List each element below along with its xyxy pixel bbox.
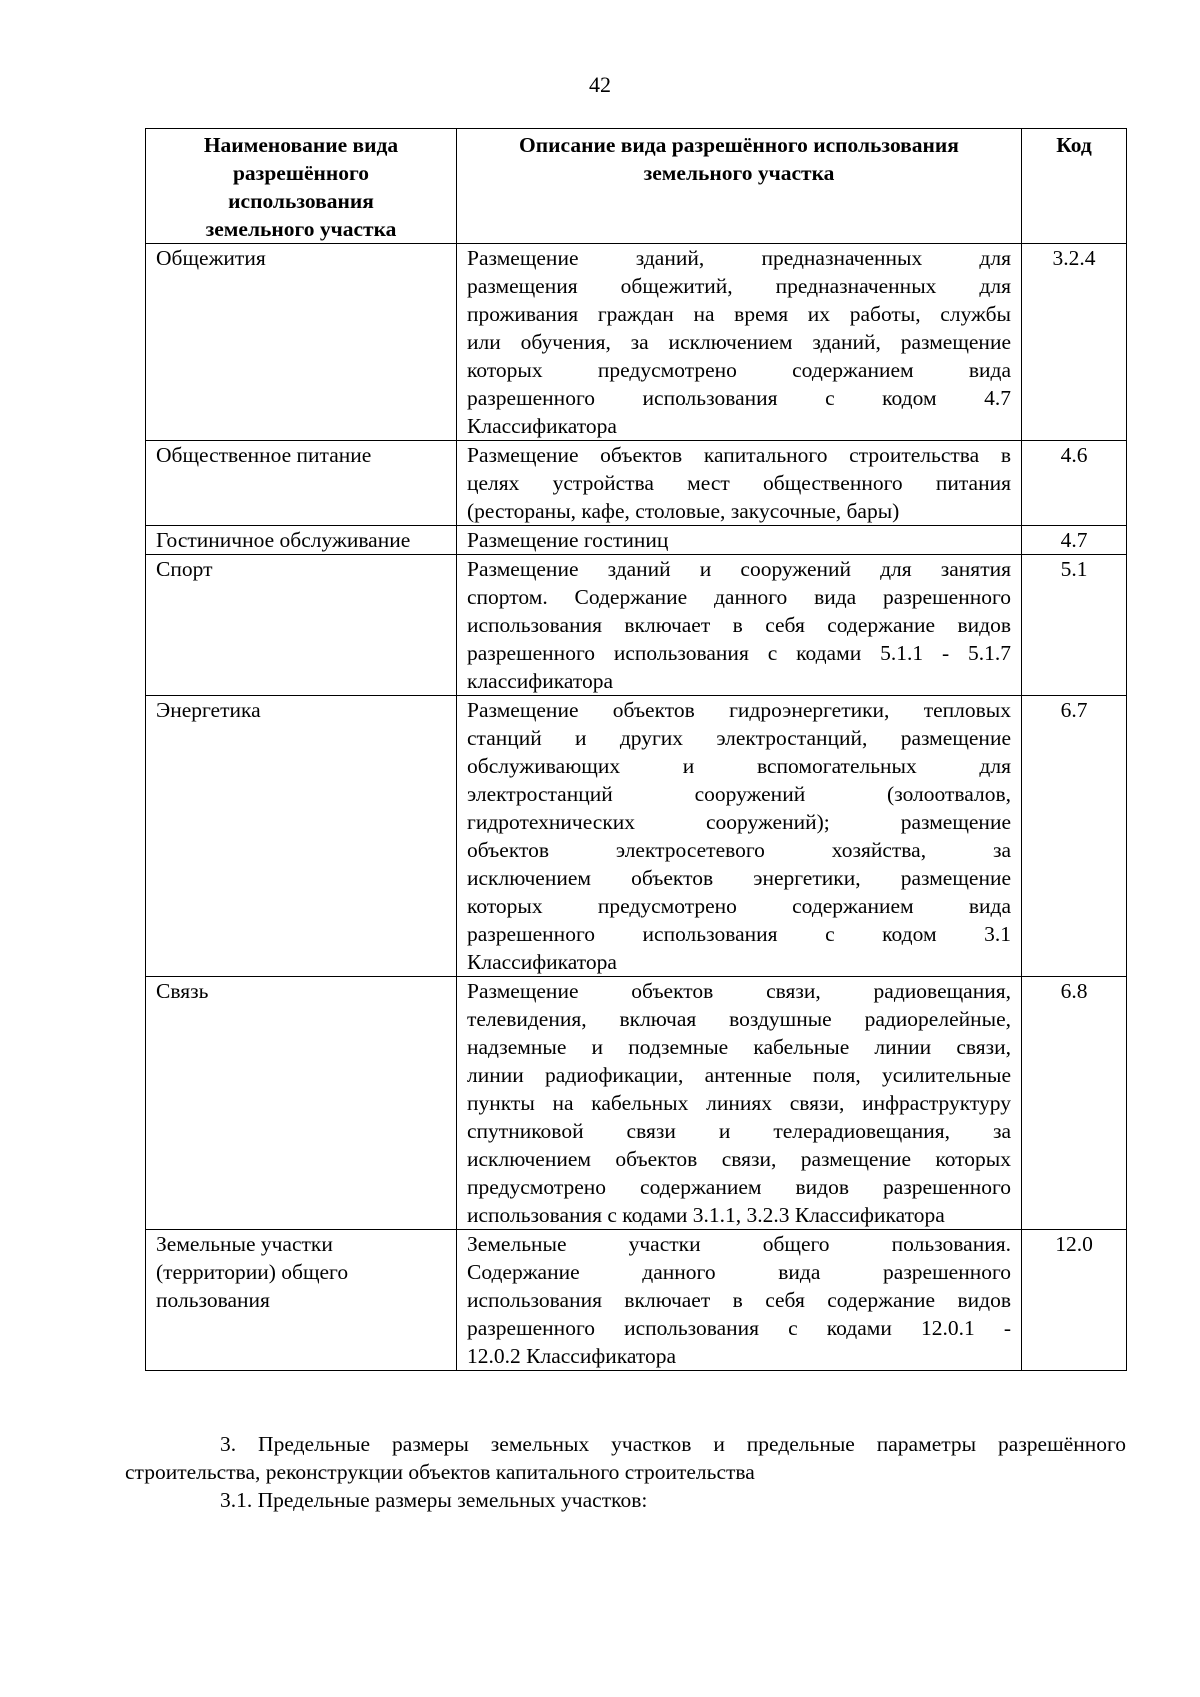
description-line: проживания граждан на время их работы, службы (467, 302, 1011, 326)
description-line: Размещение объектов гидроэнергетики, тепловых (467, 698, 1011, 722)
cell-code: 4.6 (1022, 441, 1127, 526)
table-row (146, 441, 1127, 526)
cell-name: Связь (146, 977, 457, 1230)
cell-code: 6.8 (1022, 977, 1127, 1230)
description-line: использования включает в себя содержание видов (467, 613, 1011, 637)
table-row (146, 526, 1127, 555)
description-line: исключением объектов связи, размещение которых (467, 1147, 1011, 1171)
description-line: или обучения, за исключением зданий, размещение (467, 330, 1011, 354)
cell-name: Спорт (146, 555, 457, 696)
table-row (146, 696, 1127, 977)
description-line: Размещение зданий, предназначенных для (467, 246, 1011, 270)
table-row (146, 977, 1127, 1230)
description-line: спутниковой связи и телерадиовещания, за (467, 1119, 1011, 1143)
cell-description (457, 441, 1022, 526)
cell-name: Энергетика (146, 696, 457, 977)
description-line: разрешенного использования с кодом 3.1 (467, 922, 1011, 946)
description-line: размещения общежитий, предназначенных для (467, 274, 1011, 298)
description-line: которых предусмотрено содержанием вида (467, 894, 1011, 918)
description-line: целях устройства мест общественного питания (467, 471, 1011, 495)
description-line: Содержание данного вида разрешенного (467, 1260, 1011, 1284)
cell-code: 5.1 (1022, 555, 1127, 696)
description-line: пункты на кабельных линиях связи, инфраструктуру (467, 1091, 1011, 1115)
description-line: спортом. Содержание данного вида разрешенного (467, 585, 1011, 609)
cell-code: 4.7 (1022, 526, 1127, 555)
table-header-row (146, 129, 1127, 244)
table-row (146, 555, 1127, 696)
description-line: линии радиофикации, антенные поля, усилительные (467, 1063, 1011, 1087)
description-line: Размещение объектов связи, радиовещания, (467, 979, 1011, 1003)
description-line: Классификатора (467, 950, 617, 974)
description-line: электростанций сооружений (золоотвалов, (467, 782, 1011, 806)
description-line: Размещение гостиниц (467, 528, 669, 552)
description-line: (рестораны, кафе, столовые, закусочные, бары) (467, 499, 900, 523)
description-line: обслуживающих и вспомогательных для (467, 754, 1011, 778)
description-line: гидротехнических сооружений); размещение (467, 810, 1011, 834)
cell-code: 3.2.4 (1022, 244, 1127, 441)
description-line: использования с кодами 3.1.1, 3.2.3 Классификатора (467, 1203, 945, 1227)
description-line: надземные и подземные кабельные линии связи, (467, 1035, 1011, 1059)
description-line: которых предусмотрено содержанием вида (467, 358, 1011, 382)
cell-description (457, 1230, 1022, 1371)
description-line: Размещение объектов капитального строительства в (467, 443, 1011, 467)
description-line: разрешенного использования с кодами 12.0.1 - (467, 1316, 1011, 1340)
description-line: предусмотрено содержанием видов разрешенного (467, 1175, 1011, 1199)
cell-description (457, 244, 1022, 441)
table-row (146, 1230, 1127, 1371)
cell-name: Общежития (146, 244, 457, 441)
paragraph-section-3-1: 3.1. Предельные размеры земельных участков: (220, 1488, 648, 1512)
header-name: Наименование вида разрешённого использования земельного участка (146, 129, 457, 244)
description-line: Земельные участки общего пользования. (467, 1232, 1011, 1256)
cell-description (457, 696, 1022, 977)
cell-name: Общественное питание (146, 441, 457, 526)
cell-description (457, 977, 1022, 1230)
table-row (146, 244, 1127, 441)
description-line: разрешенного использования с кодом 4.7 (467, 386, 1011, 410)
page-number: 42 (589, 72, 611, 97)
description-line: станций и других электростанций, размещение (467, 726, 1011, 750)
table-body (146, 244, 1127, 1371)
cell-name: Гостиничное обслуживание (146, 526, 457, 555)
cell-description (457, 526, 1022, 555)
land-use-table (145, 128, 1127, 1371)
cell-code: 6.7 (1022, 696, 1127, 977)
cell-name: Земельные участки (территории) общего пользования (146, 1230, 457, 1371)
description-line: использования включает в себя содержание видов (467, 1288, 1011, 1312)
description-line: Размещение зданий и сооружений для занятия (467, 557, 1011, 581)
header-code: Код (1022, 129, 1127, 244)
description-line: объектов электросетевого хозяйства, за (467, 838, 1011, 862)
description-line: 12.0.2 Классификатора (467, 1344, 677, 1368)
description-line: телевидения, включая воздушные радиорелейные, (467, 1007, 1011, 1031)
paragraph-section-3: 3. Предельные размеры земельных участков и предельные параметры разрешённого строительства, реконструкции объектов капитального строительства (125, 1432, 1126, 1484)
body-text (125, 1430, 1126, 1514)
cell-description (457, 555, 1022, 696)
description-line: разрешенного использования с кодами 5.1.1 - 5.1.7 (467, 641, 1011, 665)
header-description: Описание вида разрешённого использования земельного участка (457, 129, 1022, 244)
cell-code: 12.0 (1022, 1230, 1127, 1371)
description-line: классификатора (467, 669, 614, 693)
description-line: Классификатора (467, 414, 617, 438)
description-line: исключением объектов энергетики, размещение (467, 866, 1011, 890)
